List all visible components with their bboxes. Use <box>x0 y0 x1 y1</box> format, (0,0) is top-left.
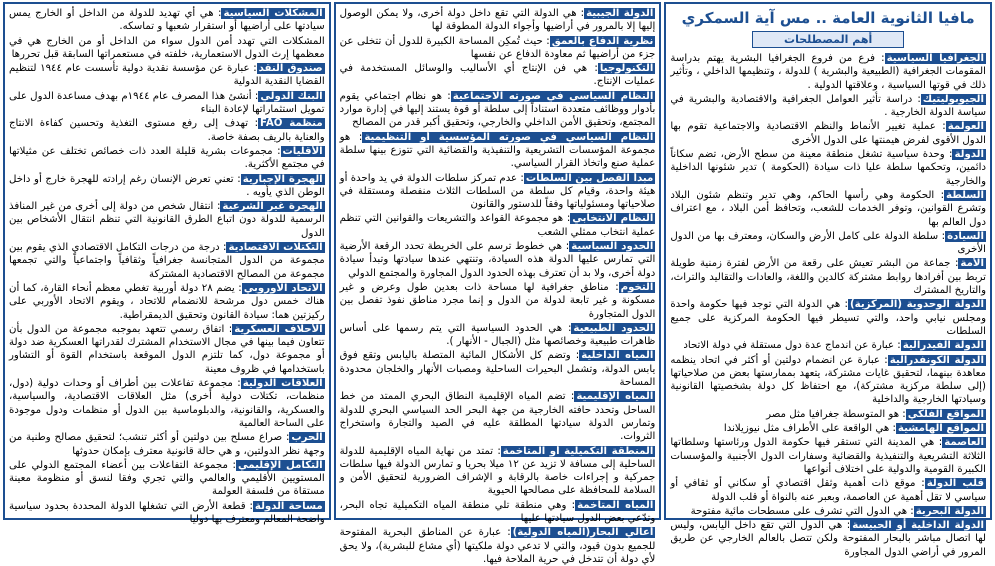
definition-text: : عدم تمركز سلطات الدولة في يد واحدة أو هيئة واحدة، وقيام كل سلطة من السلطات الثلاث منفصلة ومستقلة في صلاحياتها ومسئولياتها وفقاً للدستور والقانون <box>339 172 656 211</box>
definition-text: : تمتد من نهاية المياه الإقليمية للدولة الساحلية إلى مسافة لا تزيد عن ١٢ ميلا بحريا و تمارس الدولة فيها سلطات جمركية و إجراءات خاصة بالرقابة و الإشراف الضرورية لتحقيق الأمن و السلامة للمحافظة على مصالحها الحيوية <box>339 445 656 497</box>
term-label: المنطقة التكميلية أو المتاخمة <box>502 445 654 457</box>
definition-text: : هي الحدود السياسية التي يتم رسمها على أساس ظاهرات طبيعية وخصائصها مثل (الجبال - الأنهار ). <box>339 322 656 348</box>
definition-entry <box>670 257 986 297</box>
definition-entry <box>9 323 325 376</box>
definition-text: : جماعة من البشر تعيش على رقعة من الأرض لفترة زمنية طويلة تربط بين أفرادها روابط مشتركة كالدين واللغة، والعادات والتقاليد والتراث، والتاريخ المشترك <box>670 258 986 297</box>
term-label: السيادة <box>947 230 984 242</box>
definition-entry <box>9 500 325 527</box>
term-label: الدولة الجيبية <box>586 8 654 19</box>
definition-text: : مجموعات بشرية قليلة العدد ذات خصائص تختلف عن مثيلاتها في مجتمع الأكثرية. <box>8 145 325 171</box>
page-title: مافيا الثانوية العامة .. مس آية السمكري <box>681 9 975 27</box>
definition-entry <box>340 35 656 62</box>
term-label: الأقليات <box>282 145 323 157</box>
definition-entry <box>9 200 325 240</box>
definition-text: : عبارة عن المناطق البحرية المفتوحة للجميع بدون قيود، والتي لا تدعي دولة ملكيتها (أي مشاع للبشرية)، ولا يحق لأي دولة أن تتدخل في حرية الملاحة فيها. <box>339 527 656 565</box>
term-label: المواقع الفلكي <box>907 408 984 420</box>
term-label: التكنولوجيا <box>599 63 654 75</box>
definition-text: : انتقال شخص من دولة إلى أخرى من غير المنافذ الرسمية للدولة دون اتباع الطرق القانونية التي تنظم انتقال الأشخاص بين الدول <box>8 201 325 239</box>
definition-entry <box>9 282 325 322</box>
definition-text: : وحدة سياسية تشغل منطقة معينة من سطح الأرض، تضم سكاناً دائمين، وتحكمها سلطة عليا ذات سيادة (الحكومة ) تدير شئونها الداخلية والخارجية <box>670 149 986 187</box>
definition-text: : سلطة الدولة على كامل الأرض والسكان، ومعترف بها من الدول الأخرى <box>670 230 986 256</box>
definition-text: : هي الدولة التي تقع داخل دولة أخرى، ولا يمكن الوصول إليها إلا بالمرور في أراضيها وأجواء الدولة المطوقة لها <box>339 8 656 33</box>
definition-text: : وتضم كل الأشكال المائية المتصلة باليابس وتقع فوق يابس الدولة، وتشمل البحيرات الساحلية ومصبات الأنهار والخلجان محدودة المساحة <box>339 350 656 389</box>
definition-entry <box>9 459 325 499</box>
column-right <box>664 2 992 558</box>
definition-text: : موقع ذات أهمية وثقل اقتصادي أو سكاني أو ثقافي أو سياسي لا تقل أهمية عن العاصمة، وبعبر عنه بالنواة أو قلب الدولة <box>670 478 986 503</box>
definition-entry <box>9 62 325 89</box>
term-label: مبدأ الفصل بين السلطات <box>525 172 654 184</box>
definition-entry <box>670 477 986 504</box>
definition-text: : درجة من درجات التكامل الاقتصادي الذي يقوم بين مجموعة من الدول المتجانسة جغرافياً وثقافياً واجتماعياً والتي تجمعها مجموعة من المصالح الاقتصادية المشتركة <box>8 242 325 280</box>
definition-entry <box>670 505 986 518</box>
term-label: صندوق النقد <box>258 63 323 75</box>
definition-entry <box>340 131 656 171</box>
definition-entry <box>670 52 986 92</box>
term-label: البنك الدولي <box>260 90 323 102</box>
term-label: المشكلات السياسية <box>223 8 323 19</box>
definition-text: : مناطق جغرافية لها مساحة ذات بعدين طول وعرض و غير مسكونة و غير تابعة لدولة من الدول و إنما مجرد مناطق نفوذ تفصل بين الدول المتجاورة <box>339 281 656 320</box>
definition-text: : عبارة عن مؤسسة نقدية دولية تأسست عام ١٩٤٤ لتنظيم القضايا النقدية الدولية <box>8 63 325 88</box>
definition-entry <box>9 90 325 117</box>
term-label: السلطة <box>946 189 984 201</box>
definition-text: : يضم ٢٨ دولة أوربية تغطي معظم أنحاء القارة، كما أن هناك خمس دول مرشحة للانضمام للاتحاد ، ويقوم الاتحاد الأوربي على ركيزتين هما: سيادة القانون وتحقيق الديمقراطية. <box>8 282 325 321</box>
definition-text: : هي فن الإنتاج أي الأساليب والوسائل المستخدمة في عمليات الإنتاج. <box>339 63 656 88</box>
definition-entry <box>670 189 986 229</box>
term-label: مساحة الدولة <box>254 500 323 512</box>
term-label: الدولة الفيدرالية <box>902 340 984 352</box>
definition-entry <box>670 298 986 338</box>
definition-entry <box>670 230 986 257</box>
definition-text: : قطعة الأرض التي تشغلها الدولة المحددة بحدود سياسية واضحة المعالم ومعترف بها دوليا <box>8 500 325 525</box>
term-label: الهجرة الإجبارية <box>242 173 323 185</box>
definition-entry <box>9 117 325 144</box>
definition-text: : تضم المياه الإقليمية النطاق البحري الممتد من خط الساحل وتحدد حافته الخارجية من جهة البحر الحد السياسي البحري للدولة وتمارس الدولة سيادتها المطلقة عليه في الصيد والتجارة واستخراج الثروات. <box>339 391 656 443</box>
definition-text: : تهدف إلى رفع مستوى التغذية وتحسين كفاءة الانتاج والعناية بالريف بصفة خاصة. <box>8 118 325 143</box>
definition-entry <box>9 173 325 200</box>
term-label: نظرية الدفاع بالعمق <box>551 35 654 47</box>
term-label: الدولة <box>954 149 984 161</box>
definition-text: : تعني تعرض الإنسان رغم إرادته للهجرة خارج أو داخل الوطن الذي يأويه . <box>8 173 325 198</box>
term-label: النظام السياسي في صورته الاجتماعية <box>452 90 654 102</box>
definition-entry <box>670 148 986 188</box>
term-label: العاصمة <box>944 437 984 449</box>
definition-text: : مجموعة تفاعلات بين أطراف أو وحدات دولية (دول، منظمات، تكتلات دولية أخرى) مثل العلاقات الاقتصادية، والسياسية، والعسكرية، والقانونية، والدبلوماسية بين الدول أو منظمات ودول موجودة على الساحة العالمية <box>8 378 325 429</box>
column-left <box>3 2 331 525</box>
term-label: الدولة الكونفدرالية <box>889 354 984 366</box>
term-label: الهجرة غير الشرعية <box>222 201 323 213</box>
term-label: التكامل الإقليمي <box>237 459 323 471</box>
term-label: الحدود الطبيعية <box>573 322 654 334</box>
definition-entry <box>670 422 986 435</box>
term-label: التكتلات الاقتصادية <box>228 242 323 254</box>
definition-text: : الحكومة وهي رأسها الحاكم، وهي تدير وتنظم شئون البلاد وتشرع القوانين، وتوفر الخدمات للشعب، وتحافظ أمن البلاد ، مع اعتراف دول العالم بها <box>670 189 986 228</box>
column-middle <box>334 2 662 565</box>
definition-text: : هي الدولة التي توجد فيها حكومة واحدة ومجلس نيابي واحد، والتي تسيطر فيها الحكومة المركزية على جميع السلطات <box>670 299 986 337</box>
definition-entry <box>670 436 986 476</box>
definition-text: : هي الدول التي تقع داخل اليابس، وليس لها اتصال مباشر بالبحار المفتوحة ولكن تتصل بالعالم الخارجي عن طريق المرور في أراضي الدول المجاورة <box>670 520 986 558</box>
term-label: العولمة <box>947 121 984 133</box>
definition-text: : صراع مسلح بين دولتين أو أكثر تنشب؛ لتحقيق مصالح وطنية من وجهة نظر الدولتين، و هي حالة قانونية معترف بإمكان حدوثها <box>8 432 325 457</box>
definition-entry <box>340 7 656 34</box>
definition-text: : هي أي تهديد للدولة من الداخل أو الخارج يمس سيادتها على أراضيها أو استقرار شعبها و تماسكه. <box>8 8 325 33</box>
definition-text: : أنشئ هذا المصرف عام ١٩٤٤م بهدف مساعدة الدول على تمويل استثماراتها لإعادة البناء <box>8 90 325 116</box>
term-label: الحدود السياسية <box>571 241 654 253</box>
definition-text: : هو المتوسطة جغرافيا مثل مصر <box>766 408 906 420</box>
definition-entry <box>9 7 325 34</box>
term-label: الدولة الداخلية أو الحبيسة <box>852 520 984 532</box>
definition-text: : مجموعة التفاعلات بين أعضاء المجتمع الدولي على المستويين الأقليمي والعالمي والتي تجري وفقا لنسق أو منظومة معينة مستقاة من فلسفة العولمة <box>8 459 325 498</box>
definition-text: : دراسة تأثير العوامل الجغرافية والاقتصادية والبشرية في سياسة الدولة الخارجية . <box>670 93 986 119</box>
term-label: الجغرافيا السياسية <box>886 53 984 64</box>
definition-entry <box>670 408 986 421</box>
term-label: الحرب <box>291 432 323 444</box>
definition-entry <box>340 62 656 89</box>
term-label: الدولة الوحدوية (المركزية) <box>850 299 984 311</box>
term-label: الأحلاف العسكرية <box>234 323 323 335</box>
term-label: منظمة FAO <box>260 118 323 130</box>
definition-entry <box>9 241 325 281</box>
definition-entry <box>9 431 325 458</box>
definition-entry <box>340 322 656 349</box>
definition-entry <box>9 145 325 172</box>
term-label: الاتحاد الأوروبي <box>243 282 323 294</box>
definition-entry <box>340 240 656 280</box>
term-label: الأمة <box>960 258 984 270</box>
definition-text: : حيث تُمكِن المساحة الكبيرة للدول أن تتخلى عن جزء من أراضيها ثم معاودة الدفاع عن نفسها <box>339 35 656 60</box>
definition-entry <box>340 445 656 498</box>
definition-entry <box>9 35 325 62</box>
definition-entry <box>340 90 656 130</box>
term-label: النظام السياسي في صورته المؤسسية أو التنظيمية <box>364 131 654 143</box>
definition-text: : هو مجموعة المؤسسات التشريعية والتنفيذية والقضائية التي تتوزع بينها سلطة عملية صنع واتخاذ القرار السياسي. <box>339 131 656 170</box>
definition-text: : هي الدول التي تشرف على مسطحات مائية مفتوحة <box>690 505 914 517</box>
term-label: التخوم <box>620 281 654 293</box>
definition-text: : هو نظام اجتماعي يقوم بأدوار ووظائف متعددة استناداً إلى سلطة أو قوة يستند إليها في إدارة موارد المجتمع، وتحقيق الأمن الداخلي والخارجي، وتحقيق أكبر قدر من المصالح <box>339 90 656 129</box>
definition-entry <box>340 281 656 321</box>
definition-text: : عبارة عن اندماج عدة دول مستقلة في دولة الاتحاد <box>683 340 901 352</box>
definition-text: : اتفاق رسمي تتعهد بموجبه مجموعة من الدول بأن تتعاون فيما بينها في مجال الاستخدام المشترك لقدراتها العسكرية ضد دولة أو مجموعة دول، كما تلتزم الدول الموقعة باستخدام القوة أو التشاور باستخدامها في ظروف معينة <box>8 323 325 375</box>
definition-entry <box>340 526 656 566</box>
definition-entry <box>340 172 656 212</box>
term-label: العلاقات الدولية <box>242 378 323 390</box>
term-label: المياه الإقليمية <box>576 391 654 403</box>
definition-entry <box>670 519 986 559</box>
definition-text: : هي خطوط ترسم على الخريطة تحدد الرقعة الأرضية التي تمارس عليها الدولة هذه السيادة، وتنتهي عندها سيادتها وتبدأ سيادة دولة أخرى، ولا بد أن تعترف بهذه الحدود الدول المجاورة والمجتمع الدولي <box>339 241 656 279</box>
term-label: الدولة البحرية <box>915 505 984 517</box>
definition-text: : عبارة عن انضمام دولتين أو أكثر في اتحاد ينظمه معاهدة بينهما، لتحقيق غايات مشتركة، يتعهد بممارستها بعض من صلاحياتها (إلى سلطة مركزية مشتركة)، مع احتفاظ كل دولة بشخصيتها القانونية وسيادتها الخارجية والداخلية <box>670 354 986 406</box>
definition-entry <box>340 499 656 526</box>
term-label: الجيوبوليتيك <box>922 93 984 105</box>
definition-entry <box>9 377 325 430</box>
term-label: المياه المتاخمة <box>577 499 654 511</box>
definition-entry <box>670 120 986 147</box>
definition-entry <box>670 354 986 407</box>
definition-text: : فرع من فروع الجغرافيا البشرية يهتم بدراسة المقومات الجغرافية (الطبيعية والبشرية ) للدولة ، وتنظيمها الداخلي ، وتأثير ذلك في قوتها السياسية ، وعلاقتها الدولية . <box>670 53 986 91</box>
term-label: المواقع الهامشية <box>897 423 984 435</box>
definition-text: : هو مجموعة القواعد والتشريعات والقوانين التي تنظم عملية انتخاب ممثلي الشعب <box>339 213 656 238</box>
term-label: قلب الدولة <box>926 478 984 490</box>
definition-entry <box>340 212 656 239</box>
definition-entry <box>340 349 656 389</box>
definition-text: : هي الواقعة على الأطراف مثل نيوزيلاندا <box>723 423 896 435</box>
definition-text: المشكلات التي تهدد أمن الدول سواء من الداخل أو من الخارج هي في معظمها إرث الدول الاستعمارية، خلفته في مستعمراتها السابقة قبل تحررها <box>8 35 325 60</box>
definition-entry <box>670 93 986 120</box>
term-label: المياه الداخلية <box>581 350 654 362</box>
definition-text: : هي المدينة التي تستقر فيها حكومة الدول ورئاستها وسلطاتها الثلاثة التشريعية والتنفيذية والقضائية وسفارات الدول الأجنبية والمؤسسات الكبيرة القومية والدولية على اختلاف أنواعها <box>670 437 986 475</box>
section-label: أهم المصطلحات <box>752 31 904 48</box>
term-label: أعالي البحار(المياه الدولية) <box>512 527 654 539</box>
term-label: النظام الانتخابي <box>572 213 654 225</box>
definition-entry <box>670 339 986 352</box>
definition-text: : عملية تغيير الأنماط والنظم الاقتصادية والاجتماعية تقوم بها الدول الأقوى لفرض هيمنتها على الدول الأخرى <box>670 121 986 146</box>
definition-text: : وهي منطقة تلي منطقة المياه التكميلية تجاه البحر، وتدّعي بعض الدول سيادتها عليها <box>339 499 656 524</box>
definition-entry <box>340 390 656 443</box>
